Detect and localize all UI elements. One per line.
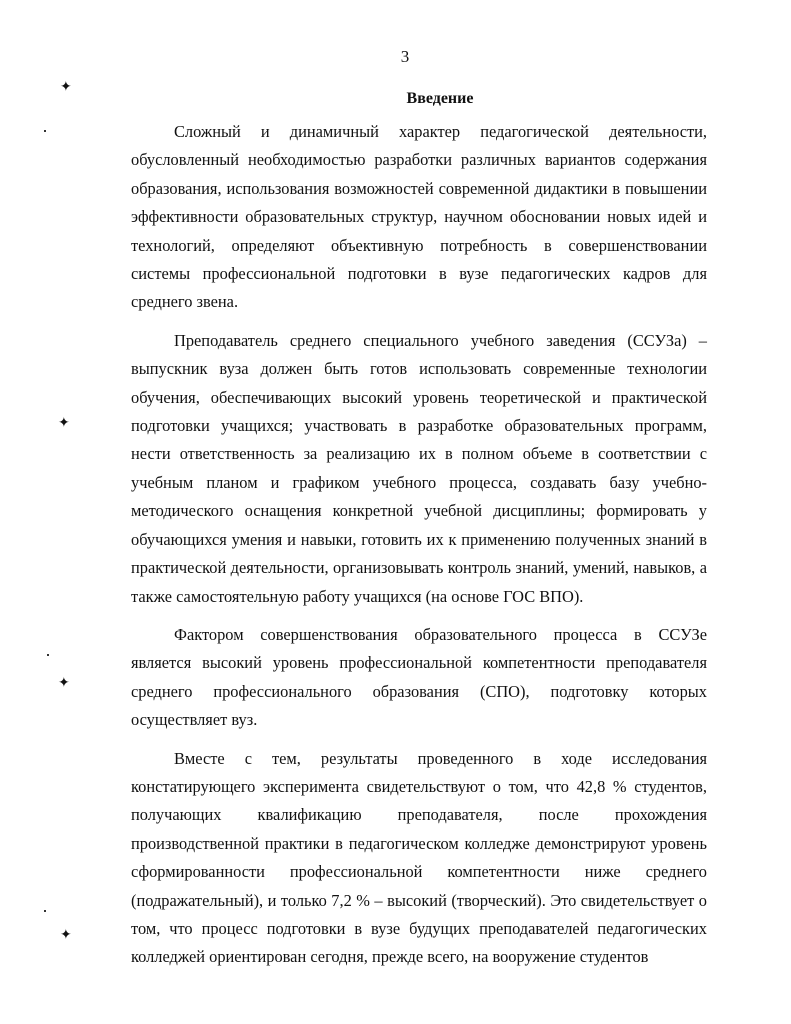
paragraph-2: Преподаватель среднего специального учебного заведения (ССУЗа) – выпускник вуза должен быть готов использовать современные технологии обучения, обеспечивающих высокий уровень теоретической и практической подготовки учащихся; участвовать в разработке образовательных программ, нести ответственность за реализацию их в полном объеме в соответствии с учебным планом и графиком учебного процесса, создавать базу учебно-методического оснащения конкретной учебной дисциплины; формировать у обучающихся умения и навыки, готовить их к применению полученных знаний в практической деятельности, организовывать контроль знаний, умений, навыков, а также самостоятельную работу учащихся (на основе ГОС ВПО). [131,330,707,606]
binding-hole-mark-icon: ✦ [58,415,70,431]
binding-hole-mark-icon: ✦ [60,927,72,943]
scan-speck [44,910,46,912]
binding-hole-mark-icon: ✦ [60,79,72,95]
body-text [131,118,707,972]
scan-speck [44,130,46,132]
paragraph-3: Фактором совершенствования образовательного процесса в ССУЗе является высокий уровень профессиональной компетентности преподавателя среднего профессионального образования (СПО), подготовку которых осуществляет вуз. [131,624,707,730]
binding-hole-mark-icon: ✦ [58,675,70,691]
scan-speck [47,654,49,656]
page-number: 3 [400,47,410,66]
paragraph-1: Сложный и динамичный характер педагогической деятельности, обусловленный необходимостью разработки различных вариантов содержания образования, использования возможностей современной дидактики в повышении эффективности образовательных структур, научном обосновании новых идей и технологий, определяют объективную потребность в совершенствовании системы профессиональной подготовки в вузе педагогических кадров для среднего звена. [131,122,707,312]
section-heading: Введение [406,90,474,107]
paragraph-4: Вместе с тем, результаты проведенного в ходе исследования констатирующего эксперимента свидетельствуют о том, что 42,8 % студентов, получающих квалификацию преподавателя, после прохождения производственной практики в педагогическом колледже демонстрируют уровень сформированности профессиональной компетентности ниже среднего (подражательный), и только 7,2 % – высокий (творческий). Это свидетельствует о том, что процесс подготовки в вузе будущих преподавателей педагогических колледжей ориентирован сегодня, прежде всего, на вооружение студентов [131,748,707,967]
